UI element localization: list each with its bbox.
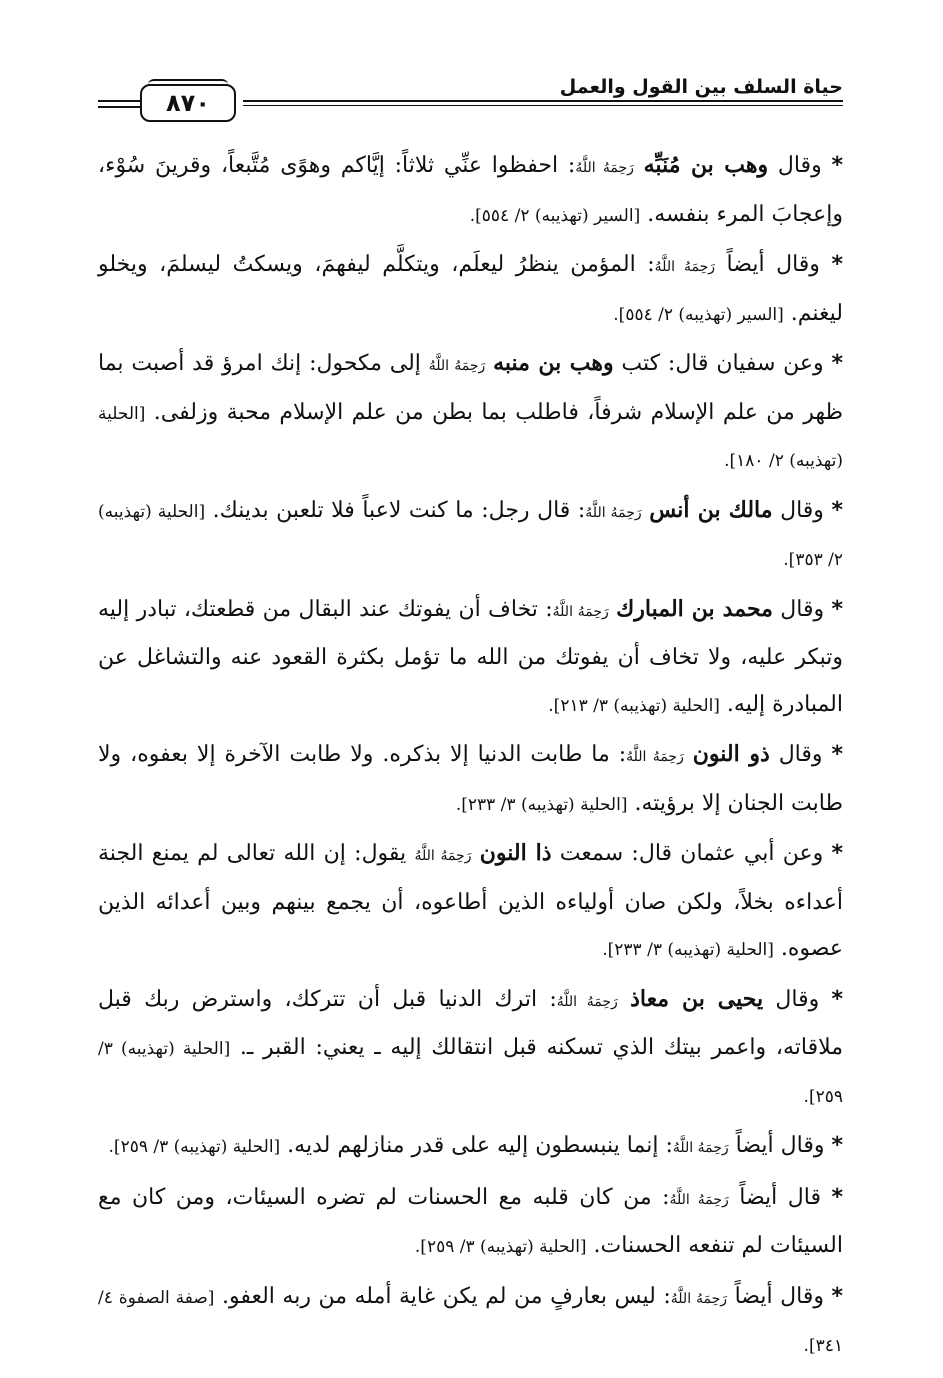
paragraph-text: : المؤمن ينظرُ ليعلَم، ويتكلَّم ليفهمَ، ويسكتُ ليسلمَ، ويخلو ليغنم. bbox=[98, 252, 843, 326]
paragraph bbox=[98, 340, 843, 485]
honorific: رَحِمَهُ اللَّهُ bbox=[669, 1191, 729, 1208]
bullet-star: * bbox=[831, 596, 843, 622]
speaker-name: وهب بن مُنَبِّه bbox=[643, 152, 769, 178]
paragraph-lead: قال أيضاً bbox=[728, 1184, 821, 1210]
page-header bbox=[98, 70, 843, 130]
speaker-name: وهب بن منبه bbox=[493, 350, 614, 376]
source-citation: [الحلية (تهذيبه) ٣/ ٢١٣]. bbox=[548, 695, 720, 716]
paragraph-lead: وعن أبي عثمان قال: سمعت bbox=[551, 841, 824, 866]
paragraph-lead: وقال bbox=[769, 742, 823, 767]
paragraph-lead: وقال bbox=[763, 986, 820, 1012]
honorific: رَحِمَهُ اللَّهُ bbox=[414, 848, 472, 864]
honorific: رَحِمَهُ اللَّهُ bbox=[672, 1140, 729, 1156]
honorific: رَحِمَهُ اللَّهُ bbox=[654, 259, 715, 275]
header-rule-thin bbox=[243, 105, 843, 106]
source-citation: [صفة الصفوة ٤/ ٣٤١]. bbox=[98, 1287, 843, 1356]
source-citation: [الحلية (تهذيبه) ٣/ ٢٣٣]. bbox=[602, 940, 774, 960]
paragraph-lead: وقال bbox=[772, 596, 825, 622]
source-citation: [الحلية (تهذيبه) ٢/ ١٨٠]. bbox=[98, 403, 843, 471]
page-body bbox=[98, 142, 843, 1372]
header-rule-left bbox=[98, 100, 140, 102]
header-rule bbox=[243, 100, 843, 102]
paragraph-lead: وقال bbox=[768, 153, 822, 178]
paragraph-text: : احفظوا عنِّي ثلاثاً: إيَّاكم وهوًى مُتَّبعاً، وقرينَ سُوْء، وإعجابَ المرء بنفسه. bbox=[98, 153, 843, 227]
paragraph-text: إلى مكحول: إنك امرؤ قد أصبت بما ظهر من علم الإسلام شرفاً، فاطلب بما بطن من علم الإسلام محبة وزلفى. bbox=[98, 351, 843, 425]
paragraph-lead: وعن سفيان قال: كتب bbox=[613, 351, 824, 376]
paragraph-text: : قال رجل: ما كنت لاعباً فلا تلعبن بدينك. bbox=[205, 497, 586, 523]
paragraph-lead: وقال أيضاً bbox=[715, 252, 820, 277]
header-rule-left-thin bbox=[98, 106, 140, 108]
source-citation: [السير (تهذيبه) ٢/ ٥٥٤]. bbox=[469, 205, 641, 226]
page-number: ٨٧٠ bbox=[166, 89, 210, 117]
bullet-star: * bbox=[831, 252, 843, 277]
speaker-name: ذا النون bbox=[479, 840, 552, 866]
honorific: رَحِمَهُ اللَّهُ bbox=[428, 358, 486, 374]
bullet-star: * bbox=[831, 1283, 843, 1309]
paragraph-text: : إنما ينبسطون إليه على قدر منازلهم لديه. bbox=[280, 1133, 673, 1158]
paragraph bbox=[98, 1122, 843, 1172]
honorific: رَحِمَهُ اللَّهُ bbox=[585, 504, 642, 521]
honorific: رَحِمَهُ اللَّهُ bbox=[575, 160, 634, 176]
running-title: حياة السلف بين القول والعمل bbox=[559, 76, 843, 98]
honorific: رَحِمَهُ اللَّهُ bbox=[626, 749, 684, 765]
paragraph bbox=[98, 241, 843, 338]
bullet-star: * bbox=[831, 153, 843, 178]
paragraph bbox=[98, 1174, 843, 1271]
source-citation: [الحلية (تهذيبه) ٣/ ٢٥٩]. bbox=[414, 1237, 587, 1257]
paragraph bbox=[98, 976, 843, 1121]
paragraph-text: يقول: إن الله تعالى لم يمنع الجنة أعداءه بخلاً، ولكن صان أولياءه الذين أطاعوه، أن يجمع بينهم وبين أعدائه الذين عصوه. bbox=[98, 841, 843, 961]
bullet-star: * bbox=[831, 351, 844, 376]
paragraph-lead: وقال أيضاً bbox=[728, 1133, 825, 1158]
page-number-frame bbox=[140, 84, 236, 122]
honorific: رَحِمَهُ اللَّهُ bbox=[552, 603, 609, 620]
paragraph bbox=[98, 830, 843, 974]
paragraph bbox=[98, 586, 843, 730]
paragraph-lead: وقال أيضاً bbox=[727, 1283, 824, 1309]
paragraph-lead: وقال bbox=[772, 497, 824, 523]
paragraph bbox=[98, 731, 843, 828]
paragraph bbox=[98, 1273, 843, 1370]
paragraph-text: : تخاف أن يفوتك عند البقال من قطعتك، تبادر إليه وتبكر عليه، ولا تخاف أن يفوتك من الله ما تؤمل بكثرة القعود عنه والتشاغل عن المبادرة إليه. bbox=[98, 596, 843, 717]
speaker-name: مالك بن أنس bbox=[649, 496, 773, 523]
speaker-name: ذو النون bbox=[692, 741, 770, 767]
speaker-name: يحيى بن معاذ bbox=[630, 985, 764, 1012]
source-citation: [الحلية (تهذيبه) ٣/ ٢٥٩]. bbox=[108, 1137, 281, 1157]
paragraph-text: : اترك الدنيا قبل أن تتركك، واسترض ربك قبل ملاقاته، واعمر بيتك الذي تسكنه قبل انتقالك إليه ـ يعني: القبر ـ. bbox=[98, 986, 844, 1060]
source-citation: [الحلية (تهذيبه) ٣/ ٢٣٣]. bbox=[455, 794, 628, 815]
speaker-name: محمد بن المبارك bbox=[616, 595, 773, 622]
bullet-star: * bbox=[831, 986, 844, 1012]
paragraph-text: : ما طابت الدنيا إلا بذكره. ولا طابت الآخرة إلا بعفوه، ولا طابت الجنان إلا برؤيته. bbox=[98, 742, 843, 816]
bullet-star: * bbox=[831, 1184, 843, 1210]
paragraph bbox=[98, 142, 843, 239]
honorific: رَحِمَهُ اللَّهُ bbox=[556, 993, 618, 1010]
honorific: رَحِمَهُ اللَّهُ bbox=[670, 1290, 728, 1307]
bullet-star: * bbox=[831, 742, 843, 767]
paragraph-text: : من كان قلبه مع الحسنات لم تضره السيئات، ومن كان مع السيئات لم تنفعه الحسنات. bbox=[98, 1184, 843, 1258]
paragraph bbox=[98, 487, 843, 584]
bullet-star: * bbox=[831, 497, 843, 523]
source-citation: [الحلية (تهذيبه) ٢/ ٣٥٣]. bbox=[98, 501, 843, 570]
source-citation: [الحلية (تهذيبه) ٣/ ٢٥٩]. bbox=[98, 1039, 843, 1107]
bullet-star: * bbox=[831, 841, 844, 866]
bullet-star: * bbox=[831, 1133, 843, 1158]
source-citation: [السير (تهذيبه) ٢/ ٥٥٤]. bbox=[613, 304, 784, 325]
paragraph-text: : ليس بعارفٍ من لم يكن غاية أمله من ربه العفو. bbox=[214, 1283, 671, 1309]
